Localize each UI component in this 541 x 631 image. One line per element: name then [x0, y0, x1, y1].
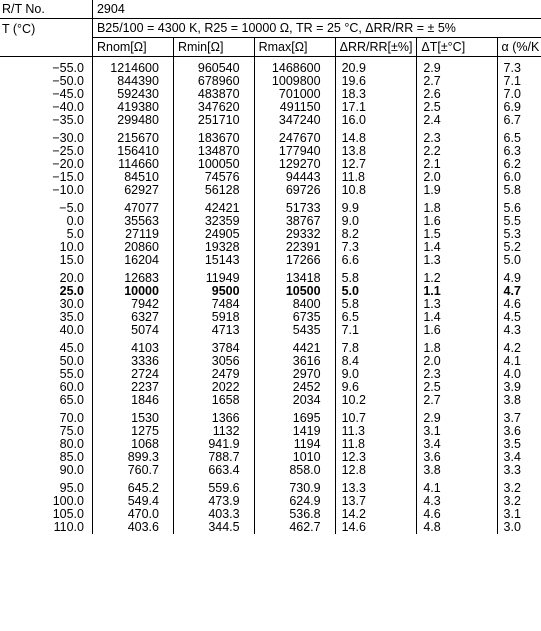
cell-r-max: 3616 — [254, 355, 335, 368]
cell-r-min: 663.4 — [173, 464, 254, 477]
cell-r-min: 960540 — [173, 62, 254, 75]
table-row — [0, 464, 541, 477]
table-row — [0, 521, 541, 534]
cell-r-nom: 419380 — [92, 101, 173, 114]
cell-r-max: 5435 — [254, 324, 335, 337]
cell-delta-r: 8.4 — [335, 355, 417, 368]
cell-delta-t: 2.0 — [417, 171, 497, 184]
cell-alpha: 5.6 — [497, 202, 541, 215]
cell-delta-t: 2.2 — [417, 145, 497, 158]
cell-delta-r: 12.7 — [335, 158, 417, 171]
cell-delta-r: 11.3 — [335, 425, 417, 438]
cell-r-max: 2970 — [254, 368, 335, 381]
cell-delta-r: 9.0 — [335, 215, 417, 228]
cell-alpha: 6.7 — [497, 114, 541, 127]
cell-delta-r: 5.8 — [335, 298, 417, 311]
cell-alpha: 4.3 — [497, 324, 541, 337]
cell-delta-t: 2.9 — [417, 412, 497, 425]
col-delta-r: ΔRR/RR[±%] — [335, 38, 417, 57]
cell-delta-t: 1.3 — [417, 254, 497, 267]
cell-r-nom: 215670 — [92, 132, 173, 145]
cell-alpha: 3.1 — [497, 508, 541, 521]
table-row — [0, 394, 541, 407]
cell-r-min: 42421 — [173, 202, 254, 215]
cell-alpha: 6.2 — [497, 158, 541, 171]
cell-r-nom: 592430 — [92, 88, 173, 101]
cell-temperature: 90.0 — [59, 463, 84, 477]
col-delta-t: ΔT[±°C] — [417, 38, 497, 57]
cell-r-nom: 6327 — [92, 311, 173, 324]
cell-r-nom: 20860 — [92, 241, 173, 254]
cell-r-min: 4713 — [173, 324, 254, 337]
cell-r-nom: 84510 — [92, 171, 173, 184]
cell-delta-t: 1.6 — [417, 215, 497, 228]
cell-delta-t: 1.2 — [417, 272, 497, 285]
table-row — [0, 254, 541, 267]
cell-temperature: 45.0 — [59, 341, 84, 355]
cell-temperature: −20.0 — [52, 157, 84, 171]
cell-r-min: 183670 — [173, 132, 254, 145]
cell-delta-r: 18.3 — [335, 88, 417, 101]
cell-alpha: 5.0 — [497, 254, 541, 267]
cell-alpha: 4.2 — [497, 342, 541, 355]
cell-r-max: 462.7 — [254, 521, 335, 534]
cell-r-max: 1194 — [254, 438, 335, 451]
cell-r-min: 7484 — [173, 298, 254, 311]
cell-delta-r: 13.3 — [335, 482, 417, 495]
cell-delta-t: 1.1 — [417, 285, 497, 298]
cell-delta-r: 13.8 — [335, 145, 417, 158]
cell-temperature: 0.0 — [66, 214, 84, 228]
cell-alpha: 6.5 — [497, 132, 541, 145]
cell-delta-r: 10.8 — [335, 184, 417, 197]
cell-r-min: 2022 — [173, 381, 254, 394]
cell-delta-r: 9.0 — [335, 368, 417, 381]
cell-temperature: −25.0 — [52, 144, 84, 158]
table-row — [0, 184, 541, 197]
cell-r-min: 403.3 — [173, 508, 254, 521]
cell-delta-t: 2.6 — [417, 88, 497, 101]
temperature-label: T (°C) — [2, 21, 36, 36]
cell-delta-t: 4.6 — [417, 508, 497, 521]
cell-r-min: 15143 — [173, 254, 254, 267]
cell-alpha: 7.1 — [497, 75, 541, 88]
cell-r-max: 17266 — [254, 254, 335, 267]
cell-delta-r: 14.2 — [335, 508, 417, 521]
cell-alpha: 5.2 — [497, 241, 541, 254]
cell-delta-t: 1.4 — [417, 311, 497, 324]
cell-r-min: 74576 — [173, 171, 254, 184]
cell-delta-r: 6.6 — [335, 254, 417, 267]
cell-r-nom: 12683 — [92, 272, 173, 285]
cell-temperature: 65.0 — [59, 393, 84, 407]
cell-alpha: 5.5 — [497, 215, 541, 228]
cell-r-nom: 16204 — [92, 254, 173, 267]
cell-delta-t: 2.3 — [417, 132, 497, 145]
cell-delta-r: 7.1 — [335, 324, 417, 337]
cell-delta-t: 1.5 — [417, 228, 497, 241]
cell-r-max: 1009800 — [254, 75, 335, 88]
cell-r-nom: 1275 — [92, 425, 173, 438]
cell-temperature: 80.0 — [59, 437, 84, 451]
cell-temperature: −35.0 — [52, 113, 84, 127]
cell-r-min: 1366 — [173, 412, 254, 425]
cell-delta-r: 10.7 — [335, 412, 417, 425]
cell-r-min: 100050 — [173, 158, 254, 171]
cell-delta-r: 5.8 — [335, 272, 417, 285]
cell-r-min: 788.7 — [173, 451, 254, 464]
cell-r-nom: 1530 — [92, 412, 173, 425]
cell-r-min: 941.9 — [173, 438, 254, 451]
cell-alpha: 5.3 — [497, 228, 541, 241]
cell-temperature: −5.0 — [59, 201, 84, 215]
cell-r-nom: 10000 — [92, 285, 173, 298]
cell-alpha: 3.3 — [497, 464, 541, 477]
cell-delta-r: 19.6 — [335, 75, 417, 88]
cell-temperature: 20.0 — [59, 271, 84, 285]
cell-alpha: 7.3 — [497, 62, 541, 75]
cell-delta-r: 7.3 — [335, 241, 417, 254]
cell-r-nom: 299480 — [92, 114, 173, 127]
cell-temperature: 30.0 — [59, 297, 84, 311]
cell-alpha: 3.2 — [497, 482, 541, 495]
cell-r-nom: 4103 — [92, 342, 173, 355]
cell-delta-t: 4.1 — [417, 482, 497, 495]
cell-r-nom: 7942 — [92, 298, 173, 311]
cell-alpha: 4.0 — [497, 368, 541, 381]
cell-delta-t: 1.4 — [417, 241, 497, 254]
cell-alpha: 3.9 — [497, 381, 541, 394]
cell-alpha: 5.8 — [497, 184, 541, 197]
cell-temperature: 5.0 — [66, 227, 84, 241]
cell-r-max: 730.9 — [254, 482, 335, 495]
cell-r-max: 347240 — [254, 114, 335, 127]
cell-r-nom: 5074 — [92, 324, 173, 337]
cell-r-nom: 156410 — [92, 145, 173, 158]
cell-r-min: 1658 — [173, 394, 254, 407]
cell-delta-t: 1.3 — [417, 298, 497, 311]
cell-r-nom: 1214600 — [92, 62, 173, 75]
cell-r-max: 29332 — [254, 228, 335, 241]
cell-delta-t: 4.3 — [417, 495, 497, 508]
cell-delta-r: 6.5 — [335, 311, 417, 324]
cell-alpha: 3.4 — [497, 451, 541, 464]
cell-temperature: −15.0 — [52, 170, 84, 184]
rt-no-value: 2904 — [92, 0, 541, 19]
cell-alpha: 3.8 — [497, 394, 541, 407]
cell-r-max: 491150 — [254, 101, 335, 114]
cell-alpha: 3.5 — [497, 438, 541, 451]
cell-r-max: 10500 — [254, 285, 335, 298]
cell-delta-t: 2.7 — [417, 394, 497, 407]
cell-r-max: 94443 — [254, 171, 335, 184]
cell-r-nom: 3336 — [92, 355, 173, 368]
cell-delta-r: 9.6 — [335, 381, 417, 394]
cell-delta-r: 8.2 — [335, 228, 417, 241]
cell-r-min: 559.6 — [173, 482, 254, 495]
cell-delta-t: 2.3 — [417, 368, 497, 381]
cell-r-max: 177940 — [254, 145, 335, 158]
cell-r-nom: 114660 — [92, 158, 173, 171]
cell-alpha: 4.9 — [497, 272, 541, 285]
cell-temperature: −40.0 — [52, 100, 84, 114]
cell-alpha: 7.0 — [497, 88, 541, 101]
cell-temperature: 60.0 — [59, 380, 84, 394]
cell-temperature: −45.0 — [52, 87, 84, 101]
cell-delta-t: 3.6 — [417, 451, 497, 464]
cell-delta-r: 5.0 — [335, 285, 417, 298]
cell-delta-r: 12.3 — [335, 451, 417, 464]
cell-r-max: 8400 — [254, 298, 335, 311]
cell-r-nom: 1068 — [92, 438, 173, 451]
cell-r-min: 2479 — [173, 368, 254, 381]
cell-alpha: 4.5 — [497, 311, 541, 324]
col-rmin: Rmin[Ω] — [173, 38, 254, 57]
cell-temperature: 75.0 — [59, 424, 84, 438]
cell-r-min: 134870 — [173, 145, 254, 158]
cell-r-max: 247670 — [254, 132, 335, 145]
cell-delta-t: 3.4 — [417, 438, 497, 451]
cell-r-min: 9500 — [173, 285, 254, 298]
cell-delta-t: 2.4 — [417, 114, 497, 127]
cell-r-max: 51733 — [254, 202, 335, 215]
cell-alpha: 3.6 — [497, 425, 541, 438]
cell-delta-t: 3.8 — [417, 464, 497, 477]
cell-r-max: 4421 — [254, 342, 335, 355]
cell-delta-t: 4.8 — [417, 521, 497, 534]
cell-r-min: 251710 — [173, 114, 254, 127]
table-row — [0, 324, 541, 337]
cell-delta-r: 11.8 — [335, 171, 417, 184]
cell-r-min: 32359 — [173, 215, 254, 228]
cell-temperature: 55.0 — [59, 367, 84, 381]
cell-delta-t: 1.8 — [417, 342, 497, 355]
cell-r-nom: 27119 — [92, 228, 173, 241]
cell-r-max: 1468600 — [254, 62, 335, 75]
cell-r-min: 56128 — [173, 184, 254, 197]
cell-delta-r: 16.0 — [335, 114, 417, 127]
cell-r-nom: 645.2 — [92, 482, 173, 495]
cell-delta-t: 2.1 — [417, 158, 497, 171]
cell-r-nom: 62927 — [92, 184, 173, 197]
cell-r-nom: 760.7 — [92, 464, 173, 477]
cell-delta-r: 17.1 — [335, 101, 417, 114]
cell-r-nom: 2237 — [92, 381, 173, 394]
cell-delta-t: 2.9 — [417, 62, 497, 75]
cell-r-max: 1419 — [254, 425, 335, 438]
cell-alpha: 3.0 — [497, 521, 541, 534]
cell-r-min: 19328 — [173, 241, 254, 254]
cell-alpha: 4.1 — [497, 355, 541, 368]
cell-temperature: 15.0 — [59, 253, 84, 267]
cell-delta-r: 7.8 — [335, 342, 417, 355]
rt-no-label: R/T No. — [0, 0, 92, 19]
cell-r-max: 2034 — [254, 394, 335, 407]
cell-alpha: 6.9 — [497, 101, 541, 114]
cell-temperature: 50.0 — [59, 354, 84, 368]
cell-r-max: 38767 — [254, 215, 335, 228]
table-row — [0, 114, 541, 127]
cell-r-min: 5918 — [173, 311, 254, 324]
cell-r-max: 22391 — [254, 241, 335, 254]
cell-temperature: −10.0 — [52, 183, 84, 197]
cell-r-min: 483870 — [173, 88, 254, 101]
cell-delta-r: 20.9 — [335, 62, 417, 75]
cell-r-max: 536.8 — [254, 508, 335, 521]
cell-r-nom: 470.0 — [92, 508, 173, 521]
cell-alpha: 3.2 — [497, 495, 541, 508]
cell-r-nom: 549.4 — [92, 495, 173, 508]
cell-temperature: 110.0 — [53, 520, 84, 534]
cell-r-min: 3784 — [173, 342, 254, 355]
cell-temperature: 95.0 — [59, 481, 84, 495]
cell-r-max: 69726 — [254, 184, 335, 197]
cell-temperature: 70.0 — [59, 411, 84, 425]
cell-r-nom: 47077 — [92, 202, 173, 215]
cell-r-nom: 2724 — [92, 368, 173, 381]
cell-delta-t: 1.6 — [417, 324, 497, 337]
cell-r-nom: 899.3 — [92, 451, 173, 464]
cell-temperature: 25.0 — [59, 284, 84, 298]
cell-r-min: 24905 — [173, 228, 254, 241]
cell-delta-t: 2.0 — [417, 355, 497, 368]
cell-r-min: 347620 — [173, 101, 254, 114]
cell-delta-t: 2.5 — [417, 381, 497, 394]
cell-r-max: 129270 — [254, 158, 335, 171]
table-body — [0, 57, 541, 535]
cell-r-nom: 403.6 — [92, 521, 173, 534]
cell-r-nom: 844390 — [92, 75, 173, 88]
cell-delta-r: 9.9 — [335, 202, 417, 215]
cell-delta-t: 1.8 — [417, 202, 497, 215]
cell-alpha: 6.0 — [497, 171, 541, 184]
cell-temperature: 105.0 — [52, 507, 84, 521]
cell-delta-t: 2.5 — [417, 101, 497, 114]
parameters-line: B25/100 = 4300 K, R25 = 10000 Ω, TR = 25 °C, ΔRR/RR = ± 5% — [92, 19, 541, 38]
cell-r-max: 1010 — [254, 451, 335, 464]
cell-r-min: 344.5 — [173, 521, 254, 534]
cell-alpha: 4.6 — [497, 298, 541, 311]
cell-r-max: 701000 — [254, 88, 335, 101]
cell-temperature: 40.0 — [59, 323, 84, 337]
cell-delta-r: 14.8 — [335, 132, 417, 145]
cell-delta-r: 11.8 — [335, 438, 417, 451]
cell-r-min: 678960 — [173, 75, 254, 88]
cell-temperature: −30.0 — [52, 131, 84, 145]
cell-delta-t: 3.1 — [417, 425, 497, 438]
cell-r-min: 1132 — [173, 425, 254, 438]
cell-temperature: 35.0 — [59, 310, 84, 324]
cell-temperature: 100.0 — [52, 494, 84, 508]
cell-temperature: −50.0 — [52, 74, 84, 88]
cell-temperature: 85.0 — [59, 450, 84, 464]
cell-r-nom: 1846 — [92, 394, 173, 407]
cell-alpha: 3.7 — [497, 412, 541, 425]
cell-r-max: 1695 — [254, 412, 335, 425]
col-rmax: Rmax[Ω] — [254, 38, 335, 57]
cell-r-nom: 35563 — [92, 215, 173, 228]
cell-delta-r: 13.7 — [335, 495, 417, 508]
cell-r-max: 858.0 — [254, 464, 335, 477]
cell-r-max: 13418 — [254, 272, 335, 285]
cell-r-min: 473.9 — [173, 495, 254, 508]
cell-r-max: 624.9 — [254, 495, 335, 508]
cell-r-min: 11949 — [173, 272, 254, 285]
cell-delta-r: 10.2 — [335, 394, 417, 407]
cell-alpha: 6.3 — [497, 145, 541, 158]
cell-r-max: 6735 — [254, 311, 335, 324]
cell-alpha: 4.7 — [497, 285, 541, 298]
cell-r-max: 2452 — [254, 381, 335, 394]
cell-temperature: 10.0 — [59, 240, 84, 254]
cell-delta-t: 2.7 — [417, 75, 497, 88]
col-alpha: α (%/K — [497, 38, 541, 57]
col-rnom: Rnom[Ω] — [92, 38, 173, 57]
cell-delta-t: 1.9 — [417, 184, 497, 197]
cell-r-min: 3056 — [173, 355, 254, 368]
cell-temperature: −55.0 — [52, 61, 84, 75]
cell-delta-r: 12.8 — [335, 464, 417, 477]
cell-delta-r: 14.6 — [335, 521, 417, 534]
